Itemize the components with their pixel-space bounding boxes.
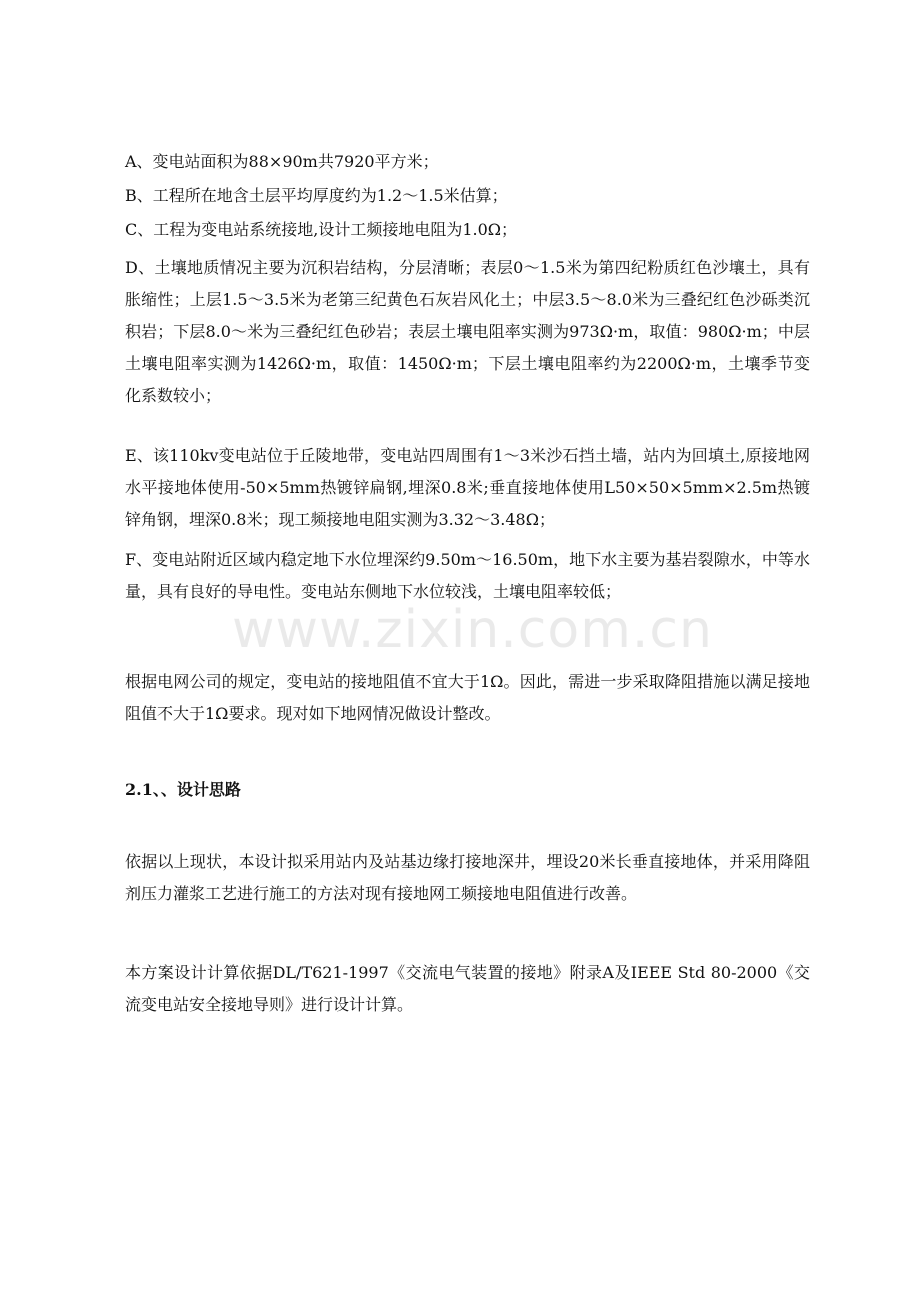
item-a: A、变电站面积为88×90m共7920平方米； [125, 152, 439, 171]
watermark: www.zixin.com.cn [232, 600, 713, 660]
item-d: D、土壤地质情况主要为沉积岩结构，分层清晰；表层0～1.5米为第四纪粉质红色沙壤土，具有胀缩性；上层1.5～3.5米为老第三纪黄色石灰岩风化土；中层3.5～8.0米为三叠纪红色沙砾类沉积岩；下层8.0～米为三叠纪红色砂岩；表层土壤电阻率实测为973Ω·m，取值：980Ω·m；中层土壤电阻率实测为1426Ω·m，取值：1450Ω·m；下层土壤电阻率约为2200Ω·m，土壤季节变化系数较小； [125, 258, 810, 405]
item-b: B、工程所在地含土层平均厚度约为1.2～1.5米估算； [125, 186, 508, 205]
paragraph-method: 依据以上现状，本设计拟采用站内及站基边缘打接地深井，埋设20米长垂直接地体，并采用降阻剂压力灌浆工艺进行施工的方法对现有接地网工频接地电阻值进行改善。 [125, 852, 810, 903]
section-heading: 2.1、、设计思路 [125, 780, 241, 799]
paragraph-requirement: 根据电网公司的规定，变电站的接地阻值不宜大于1Ω。因此，需进一步采取降阻措施以满足接地阻值不大于1Ω要求。现对如下地网情况做设计整改。 [125, 672, 810, 723]
item-e: E、该110kv变电站位于丘陵地带，变电站四周围有1～3米沙石挡土墙，站内为回填土,原接地网水平接地体使用-50×5mm热镀锌扁钢,埋深0.8米;垂直接地体使用L50×50×5mm×2.5m热镀锌角钢，埋深0.8米；现工频接地电阻实测为3.32～3.48Ω； [125, 446, 810, 529]
paragraph-basis: 本方案设计计算依据DL/T621-1997《交流电气装置的接地》附录A及IEEE Std 80-2000《交流变电站安全接地导则》进行设计计算。 [125, 963, 810, 1014]
item-c: C、工程为变电站系统接地,设计工频接地电阻为1.0Ω； [125, 220, 518, 239]
item-f: F、变电站附近区域内稳定地下水位埋深约9.50m～16.50m，地下水主要为基岩裂隙水，中等水量，具有良好的导电性。变电站东侧地下水位较浅，土壤电阻率较低； [125, 550, 810, 601]
